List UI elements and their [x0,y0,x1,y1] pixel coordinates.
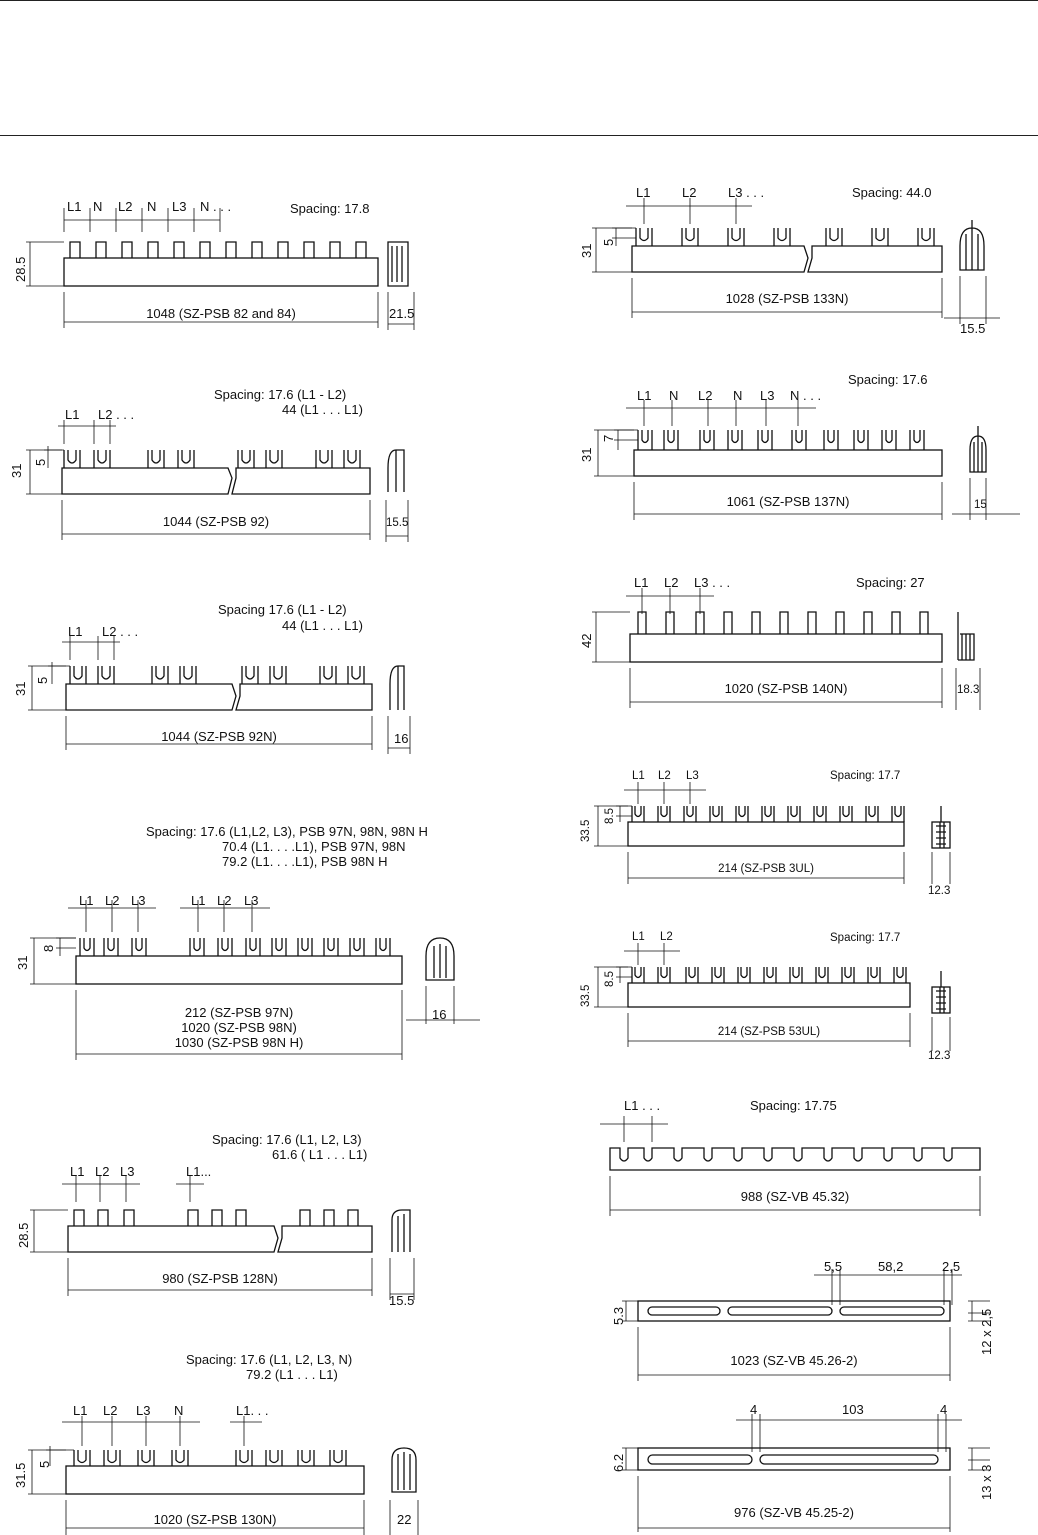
busbar-psb92n-drawing [0,600,500,760]
phase-label-3: L3 [686,770,699,782]
spacing-label-line2: 44 (L1 . . . L1) [282,402,363,417]
length-dimension: 988 (SZ-VB 45.32) [740,1189,850,1204]
width-dimension: 16 [432,1007,447,1022]
dim-label-1: 4 [750,1402,758,1417]
busbar-psb128n-drawing [0,1130,500,1310]
length-dimension: 1023 (SZ-VB 45.26-2) [730,1353,858,1368]
phase-label-2: L2 [95,1164,110,1179]
busbar-vb4526-svg [560,1255,1038,1390]
phase-label-1: L1 [73,1403,88,1418]
phase-label-1: L1 [67,199,82,214]
top-rule [0,0,1038,1]
length-dimension: 1044 (SZ-PSB 92N) [161,729,277,744]
phase-label-1: L1 [636,185,651,200]
phase-label-1: L1 [632,770,645,782]
phase-label-6: N . . . [790,388,822,403]
spacing-label: Spacing: 17.6 [848,372,928,387]
phase-label-1: L1 [634,575,649,590]
phase-label-6: L3 [244,893,259,908]
height-dimension: 33.5 [580,819,592,842]
width-dimension: 22 [397,1512,412,1527]
pin-dimension: 5 [601,238,616,246]
phase-label-5: L3 [760,388,775,403]
width-dimension: 15.5 [386,517,409,529]
height-dimension: 5.3 [611,1306,626,1325]
spacing-label: Spacing: 17.7 [830,770,901,782]
height-dimension: 31 [579,447,594,462]
comb-teeth [70,242,366,258]
spacing-label-line2: 70.4 (L1. . . .L1), PSB 97N, 98N [222,839,406,854]
busbar-psb133n-drawing [560,180,1038,340]
busbar-psb133n-svg [560,180,1038,340]
width-dimension: 15.5 [389,1293,415,1308]
side-dimension: 12 x 2,5 [979,1308,994,1355]
length-dimension: 214 (SZ-PSB 53UL) [717,1026,821,1038]
height-dimension: 42 [579,633,594,648]
length-dimension-line1: 212 (SZ-PSB 97N) [184,1005,294,1020]
length-dimension-line3: 1030 (SZ-PSB 98N H) [174,1035,304,1050]
spacing-label-line1: Spacing 17.6 (L1 - L2) [218,602,347,617]
phase-label-4: N [733,388,743,403]
phase-label-4: L1 [191,893,206,908]
pin-dimension: 7 [601,434,616,442]
spacing-label: Spacing: 17.75 [750,1098,837,1113]
spacing-label: Spacing: 17.7 [830,932,901,944]
phase-label-1: L1 [632,931,645,943]
spacing-label-line2: 44 (L1 . . . L1) [282,618,363,633]
busbar-psb137n-drawing [560,370,1038,530]
busbar-psb92-drawing [0,380,500,545]
busbar-vb4526-drawing [560,1255,1038,1390]
busbar-psb140n-svg [560,570,1038,735]
length-dimension-line2: 1020 (SZ-PSB 98N) [181,1020,297,1035]
height-dimension: 31 [9,463,24,478]
phase-label-2: L2 [664,575,679,590]
dim-label-2: 103 [842,1402,864,1417]
width-dimension: 12.3 [928,885,951,897]
pin-dimension: 8.5 [604,971,616,987]
phase-label-5: L1. . . [236,1403,269,1418]
phase-label-1: L1 [637,388,652,403]
length-dimension: 1048 (SZ-PSB 82 and 84) [146,306,296,321]
length-dimension: 1028 (SZ-PSB 133N) [725,291,849,306]
length-dimension: 1020 (SZ-PSB 140N) [724,681,848,696]
phase-label-3: L3 [120,1164,135,1179]
spacing-label-line1: Spacing: 17.6 (L1,L2, L3), PSB 97N, 98N, 98N H [146,824,428,839]
width-dimension: 12.3 [928,1050,951,1062]
spacing-label: Spacing: 44.0 [852,185,932,200]
bar-body-right [232,468,370,494]
phase-label-4: L1... [186,1164,212,1179]
busbar-psb53ul-drawing [560,925,1038,1070]
phase-label-2: N [93,199,103,214]
pin-dimension: 5 [37,1460,52,1468]
spacing-label-line1: Spacing: 17.6 (L1, L2, L3, N) [186,1352,353,1367]
length-dimension: 1020 (SZ-PSB 130N) [153,1512,277,1527]
phase-label-3: L2 [118,199,133,214]
phase-label-3: L3 . . . [728,185,765,200]
spacing-label-line2: 79.2 (L1 . . . L1) [246,1367,338,1382]
width-dimension: 15.5 [960,321,986,336]
width-dimension: 15 [974,499,987,511]
phase-label-1: L1 [70,1164,85,1179]
phase-label-2: L2 [658,770,671,782]
phase-label-5: L2 [217,893,232,908]
width-dimension: 21.5 [389,306,415,321]
busbar-psb130n-drawing [0,1350,500,1535]
phase-label-2: L2 [682,185,697,200]
height-dimension: 31 [579,243,594,258]
phase-label-4: N [147,199,157,214]
phase-label-2: L2 . . . [98,407,135,422]
spacing-label-line1: Spacing: 17.6 (L1 - L2) [214,387,347,402]
phase-label-5: L3 [172,199,187,214]
pin-dimension: 5 [33,458,48,466]
phase-label-2: L2 [105,893,120,908]
height-dimension: 33.5 [580,984,592,1007]
pin-dimension: 5 [35,676,50,684]
phase-label-3: L3 . . . [694,575,731,590]
dim-label-1: 5,5 [824,1259,843,1274]
phase-label-2: L2 [103,1403,118,1418]
phase-label-1: L1 . . . [624,1098,661,1113]
length-dimension: 214 (SZ-PSB 3UL) [718,863,814,875]
pin-dimension: 8 [41,944,56,952]
spacing-label: Spacing: 17.8 [290,201,370,216]
busbar-psb3ul-drawing [560,760,1038,900]
bar-body [64,258,378,286]
busbar-psb97n-drawing [0,820,500,1065]
busbar-vb4525-drawing [560,1400,1038,1535]
width-dimension: 16 [394,731,409,746]
dim-label-3: 2,5 [942,1259,961,1274]
phase-label-2: N [669,388,679,403]
width-dimension: 18.3 [957,684,980,696]
length-dimension: 1044 (SZ-PSB 92) [162,514,270,529]
length-dimension: 980 (SZ-PSB 128N) [162,1271,278,1286]
phase-label-6: N . . . [200,199,232,214]
busbar-psb53ul-svg [560,925,1038,1070]
height-dimension: 31.5 [13,1462,28,1488]
spacing-label-line1: Spacing: 17.6 (L1, L2, L3) [212,1132,362,1147]
phase-label-2: L2 . . . [102,624,139,639]
busbar-vb4532-drawing [560,1090,1038,1225]
height-dimension: 6.2 [611,1453,626,1472]
phase-label-1: L1 [79,893,94,908]
busbar-psb140n-drawing [560,570,1038,735]
phase-label-1: L1 [68,624,83,639]
height-dimension: 28.5 [16,1222,31,1248]
phase-label-1: L1 [65,407,80,422]
busbar-psb82-drawing [0,180,500,340]
side-dimension: 13 x 3 [979,1464,994,1500]
pin-dimension: 8.5 [604,808,616,824]
length-dimension: 1061 (SZ-PSB 137N) [726,494,850,509]
phase-label-3: L3 [131,893,146,908]
phase-label-2: L2 [660,931,673,943]
phase-label-4: N [174,1403,184,1418]
dim-label-2: 58,2 [878,1259,904,1274]
phase-label-3: L2 [698,388,713,403]
header-rule [0,135,1038,136]
bar-body-left [62,468,232,494]
dim-label-3: 4 [940,1402,948,1417]
spacing-label: Spacing: 27 [856,575,925,590]
spacing-label-line3: 79.2 (L1. . . .L1), PSB 98N H [222,854,388,869]
height-dimension: 31 [15,955,30,970]
height-dimension: 28.5 [13,256,28,282]
length-dimension: 976 (SZ-VB 45.25-2) [734,1505,854,1520]
phase-label-3: L3 [136,1403,151,1418]
height-dimension: 31 [13,681,28,696]
spacing-label-line2: 61.6 ( L1 . . . L1) [272,1147,368,1162]
